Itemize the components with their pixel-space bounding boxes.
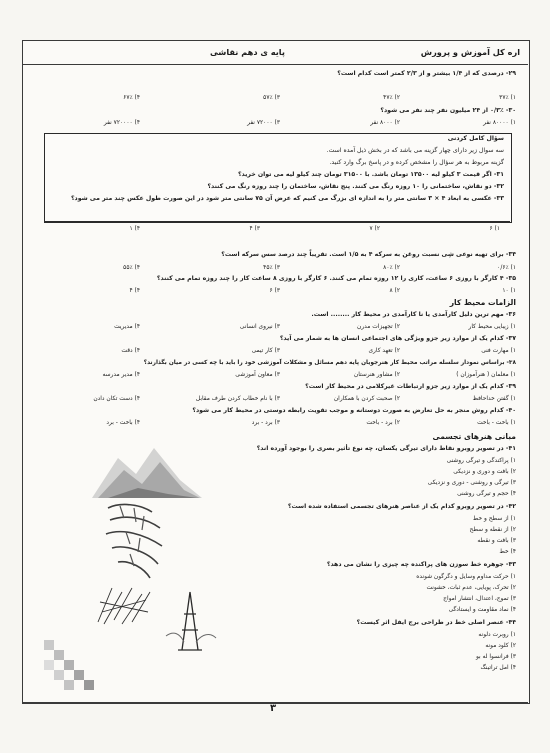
- section-workplace-requirements: الزامات محیط کار: [449, 298, 516, 307]
- q42-option-2: ۲) از نقطه و سطح: [469, 527, 516, 533]
- header-divider: [22, 64, 528, 65]
- q42-option-3: ۳) بافت و نقطه: [477, 538, 516, 544]
- box-option-1: ۱) ۶: [489, 226, 500, 232]
- q43-option-1: ۱) حرکت مداوم وسایل و دگرگون شونده: [416, 574, 516, 580]
- question-30: ۳۰- ۰/۳٪ از ۲۴ میلیون نفر چند نفر می شود؟: [380, 107, 516, 114]
- q39-option-2: ۲) صحبت کردن با همکاران: [333, 396, 400, 402]
- q29-option-3: ۳) ۵۷٪: [263, 95, 280, 101]
- header-office-title: اره کل آموزش و پرورش: [420, 47, 520, 57]
- q30-option-1: ۱) ۸۰۰۰۰ نفر: [483, 120, 516, 126]
- gradient-squares-texture: [44, 640, 104, 700]
- q30-option-3: ۳) ۷۲۰۰۰ نفر: [247, 120, 280, 126]
- q36-option-4: ۴) مدیریت: [114, 324, 140, 330]
- q40-option-4: ۴) باخت - برد: [106, 420, 140, 426]
- box-title: سؤال کامل کردنی: [447, 135, 504, 142]
- q37-option-2: ۲) تعهد کاری: [368, 348, 400, 354]
- question-41: ۴۱- در تصویر روبرو نقاط دارای تیرگی یکسان، چه نوع تأثیر بصری را بوجود آورده اند؟: [256, 445, 516, 452]
- q44-option-3: ۳) فرانسوا له بو: [476, 654, 516, 660]
- box-options-divider: [44, 221, 510, 222]
- q43-option-4: ۴) نماد مقاومت و ایستادگی: [448, 607, 516, 613]
- q44-option-4: ۴) امل تراتینگ: [480, 665, 516, 671]
- page-number: ۳: [270, 703, 277, 714]
- q37-option-3: ۳) کار تیمی: [251, 348, 280, 354]
- question-43: ۴۳- جوهره خط سوزن های پراکنده چه چیزی را نشان می دهد؟: [326, 561, 516, 568]
- q38-option-1: ۱) معلمان ( هنرآموزان ): [456, 372, 516, 378]
- tower-sketch-illustration: [160, 590, 220, 654]
- question-33: ۳۳- عکسی به ابعاد ۴ × ۳ سانتی متر را به اندازه ای بزرگ می کنیم که عرض آن ۷۵ سانتی متر شود در این صورت طول عکس چند متر می شود؟: [70, 195, 504, 202]
- q44-option-2: ۲) کلود مونه: [485, 643, 516, 649]
- q36-option-2: ۲) تجهیزات مدرن: [357, 324, 400, 330]
- q37-option-4: ۴) دقت: [121, 348, 140, 354]
- question-40: ۴۰- کدام روش منجر به حل تعارض به صورت دوستانه و موجب تقویت رابطه دوستی در محیط کار می شود؟: [192, 407, 516, 414]
- q39-option-3: ۳) با نام خطاب کردن طرف مقابل: [195, 396, 280, 402]
- question-29: ۲۹- درصدی که از ۱/۴ بیشتر و از ۲/۳ کمتر است کدام است؟: [337, 70, 516, 77]
- q36-option-1: ۱) زیبایی محیط کار: [468, 324, 516, 330]
- box-option-4: ۴) ۱: [129, 226, 140, 232]
- q29-option-2: ۲) ۴۷٪: [383, 95, 400, 101]
- question-35: ۳۵- ۴ کارگر با روزی ۶ ساعت، کاری را ۱۲ روزه تمام می کنند. ۶ کارگر با روزی ۸ ساعت کار را چند روزه تمام می کنند؟: [156, 275, 516, 282]
- q37-option-1: ۱) مهارت فنی: [481, 348, 516, 354]
- scattered-needles-illustration: [92, 582, 156, 628]
- q43-option-2: ۲) تحرک، پویایی، عدم ثبات، خشونت: [426, 585, 516, 591]
- q30-option-4: ۴) ۷۲۰۰۰۰ نفر: [103, 120, 140, 126]
- q41-option-3: ۳) تیرگی و روشنی - دوری و نزدیکی: [427, 480, 516, 486]
- question-34: ۳۴- برای تهیه نوعی شِی نسبت روغن به سرکه ۴ به ۱/۵ است. تقریباً چند درصد سس سرکه است؟: [221, 251, 516, 258]
- q44-option-1: ۱) روبرت دلونه: [478, 632, 516, 638]
- question-42: ۴۲- در تصویر روبرو کدام یک از عناصر هنرهای تجسمی استفاده شده است؟: [287, 503, 516, 510]
- question-44: ۴۴- عنصر اصلی خط در طراحی برج ایفل اثر کیست؟: [356, 619, 516, 626]
- question-32: ۳۲- دو نقاش، ساختمانی را ۱۰ روزه رنگ می کنند. پنج نقاش، ساختمان را چند روزه رنگ می کنند؟: [207, 183, 504, 190]
- q34-option-3: ۳) ۴۵٪: [263, 265, 280, 271]
- box-option-3: ۳) ۴: [249, 226, 260, 232]
- q39-option-4: ۴) دست تکان دادن: [93, 396, 140, 402]
- question-36: ۳۶- مهم ترین دلیل کارآمدی یا نا کارآمدی در محیط کار ........ است.: [311, 311, 516, 318]
- q34-option-2: ۲) ۸۰٪: [383, 265, 400, 271]
- q35-option-4: ۴) ۴: [129, 288, 140, 294]
- q35-option-2: ۲) ۸: [389, 288, 400, 294]
- q38-option-3: ۳) معاون آموزشی: [235, 372, 280, 378]
- q40-option-3: ۳) برد - برد: [251, 420, 280, 426]
- q43-option-3: ۳) تموج، اعتدال، انتشار امواج: [443, 596, 516, 602]
- q35-option-1: ۱) ۱۰: [502, 288, 516, 294]
- question-37: ۳۷- کدام یک از موارد زیر جزو ویژگی های اجتماعی انسان ها به شمار می آید؟: [279, 335, 516, 342]
- q39-option-1: ۱) گفتن خداحافظ: [472, 396, 516, 402]
- q29-option-4: ۴) ۶۷٪: [123, 95, 140, 101]
- dotted-landscape-illustration: [88, 440, 206, 500]
- q38-option-4: ۴) مدیر مدرسه: [102, 372, 140, 378]
- q36-option-3: ۳) نیروی انسانی: [239, 324, 280, 330]
- section-visual-arts-basics: مبانی هنرهای تجسمی: [432, 432, 516, 441]
- q41-option-2: ۲) بافت و دوری و نزدیکی: [453, 469, 516, 475]
- q41-option-1: ۱) پراکندگی و تیرگی روشنی: [446, 458, 516, 464]
- header-grade-title: پایه ی دهم نقاشی: [210, 47, 285, 57]
- q41-option-4: ۴) حجم و تیرگی روشنی: [457, 491, 516, 497]
- box-intro-1: سه سوال زیر دارای چهار گزینه می باشد که در بخش ذیل آمده است.: [326, 147, 504, 154]
- q42-option-4: ۴) خط: [499, 549, 516, 555]
- q40-option-2: ۲) برد - باخت: [366, 420, 400, 426]
- q40-option-1: ۱) باخت - باخت: [477, 420, 516, 426]
- box-option-2: ۲) ۷: [369, 226, 380, 232]
- q29-option-1: ۱) ۳۷٪: [499, 95, 516, 101]
- question-39: ۳۹- کدام یک از موارد زیر جزو ارتباطات غیرکلامی در محیط کار است؟: [305, 383, 516, 390]
- q34-option-1: ۱) ۰/۶٪: [497, 265, 516, 271]
- plant-texture-illustration: [100, 498, 180, 582]
- question-38: ۳۸- براساس نمودار سلسله مراتب محیط کار هنرجویان پایه دهم مسائل و مشکلات آموزشی خود را باید با چه کسی در میان بگذارند؟: [143, 360, 516, 366]
- q35-option-3: ۳) ۶: [269, 288, 280, 294]
- q38-option-2: ۲) مشاور هنرستان: [353, 372, 400, 378]
- box-intro-2: گزینه مربوط به هر سؤال را مشخص کرده و در پاسخ برگ وارد کنید.: [329, 159, 504, 166]
- q30-option-2: ۲) ۸۰۰۰ نفر: [370, 120, 400, 126]
- q42-option-1: ۱) از سطح و خط: [472, 516, 516, 522]
- question-31: ۳۱- اگر قیمت ۳ کیلو لیه ۱۳۵۰۰ تومان باشد. با ۳۱۵۰۰ تومان چند کیلو لیه می توان خرید؟: [237, 171, 504, 178]
- q34-option-4: ۴) ۵۵٪: [123, 265, 140, 271]
